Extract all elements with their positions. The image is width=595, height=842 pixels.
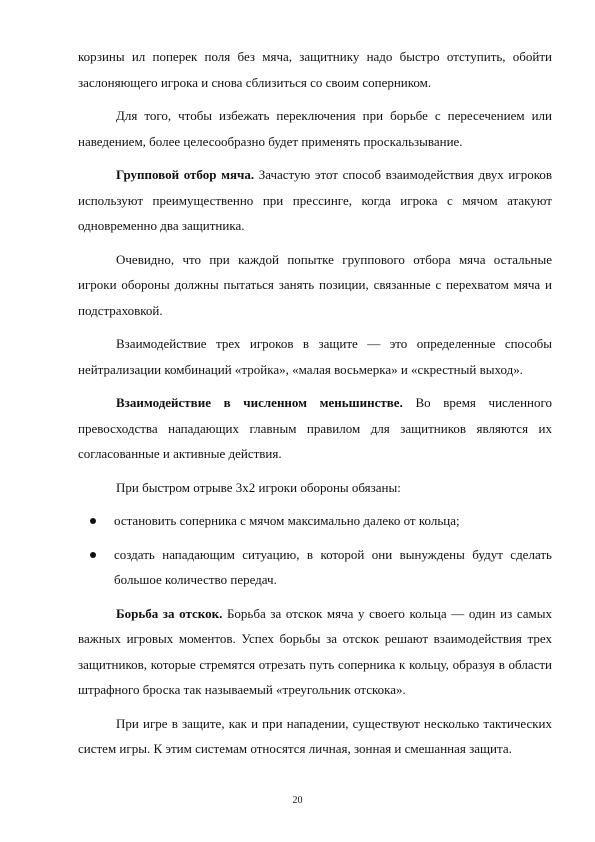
paragraph-minority [78, 390, 552, 467]
paragraph-sliding: Для того, чтобы избежать переключения при борьбе с пересечением или наведением, более целесообразно будет применять проскальзывание. [78, 108, 552, 149]
bullet-icon [90, 518, 96, 524]
list-item [78, 508, 552, 534]
paragraph-group-steal [78, 162, 552, 239]
list-item-text: создать нападающим ситуацию, в которой они вынуждены будут сделать большое количество передач. [114, 546, 552, 587]
paragraph-defense-positions: Очевидно, что при каждой попытке группового отбора мяча остальные игроки обороны должны пытаться занять позиции, связанные с перехватом мяча и подстраховкой. [78, 251, 552, 318]
heading-rebound: Борьба за отскок. [116, 605, 223, 621]
paragraph-defense-systems: При игре в защите, как и при нападении, существуют несколько тактических систем игры. К этим системам относятся личная, зонная и смешанная защита. [78, 715, 552, 756]
heading-group-steal: Групповой отбор мяча. [116, 167, 255, 182]
text-minority: Во время численного превосходства нападающих главным правилом для защитников являются их согласованные и активные действия. [78, 395, 553, 461]
paragraph-three-players: Взаимодействие трех игроков в защите — это определенные способы нейтрализации комбинаций «тройка», «малая восьмерка» и «скрестный выход». [78, 336, 552, 377]
text-group-steal: Зачастую этот способ взаимодействия двух игроков используют преимущественно при прессинге, когда игрока с мячом атакуют одновременно два защитника. [78, 167, 552, 233]
text-rebound: Борьба за отскок мяча у своего кольца — один из самых важных игровых моментов. Успех борьбы за отскок решают взаимодействия трех защитников, которые стремятся отрезать путь соперника к кольцу, образуя в области штрафного броска так называемый «треугольник отскока». [78, 605, 552, 697]
page-body [78, 44, 552, 770]
list-item [78, 542, 552, 593]
list-item-text: остановить соперника с мячом максимально далеко от кольца; [114, 513, 460, 528]
heading-minority: Взаимодействие в численном меньшинстве. [116, 395, 403, 410]
paragraph-rebound [78, 601, 552, 703]
paragraph-continuation: корзины ил поперек поля без мяча, защитнику надо быстро отступить, обойти заслоняющего игрока и снова сблизиться со своим соперником. [78, 49, 552, 90]
page-number: 20 [292, 795, 303, 806]
bullet-list [78, 508, 552, 593]
paragraph-fast-break: При быстром отрыве 3х2 игроки обороны обязаны: [116, 479, 401, 495]
bullet-icon [90, 552, 96, 558]
